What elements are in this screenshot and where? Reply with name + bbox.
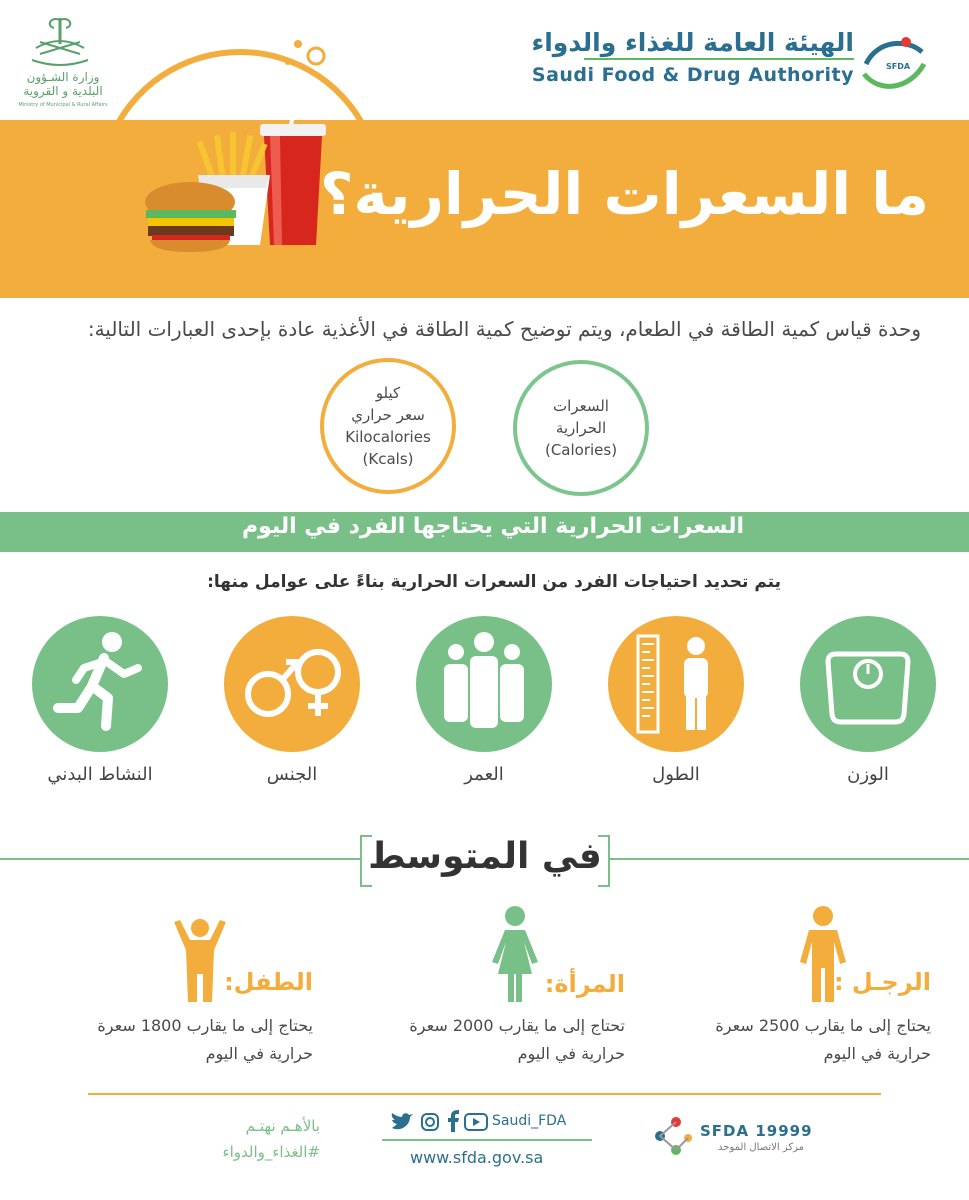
- needs-heading: السعرات الحرارية التي يحتاجها الفرد في اليوم: [241, 514, 744, 539]
- factor-age-label: العمر: [464, 764, 504, 785]
- call-center-logo-icon: [650, 1116, 694, 1160]
- social-handle[interactable]: Saudi_FDA: [492, 1113, 567, 1129]
- footer-hashtag: #الغذاء_والدواء: [222, 1143, 320, 1161]
- factor-gender-label: الجنس: [266, 764, 318, 785]
- website-link[interactable]: www.sfda.gov.sa: [410, 1148, 544, 1167]
- child-text-line2: حرارية في اليوم: [205, 1044, 313, 1063]
- ministry-emblem-icon: [28, 14, 92, 70]
- calories-term-line1: السعرات: [553, 397, 609, 415]
- calories-term-circle: [513, 360, 649, 496]
- footer-social-underline: [382, 1139, 592, 1141]
- factor-gender-circle: [224, 616, 360, 752]
- woman-title: المرأة:: [544, 970, 625, 998]
- sfda-logo-text: SFDA: [886, 62, 911, 71]
- average-title: في المتوسط: [368, 836, 602, 877]
- factor-activity-circle: [32, 616, 168, 752]
- height-icon: [608, 616, 744, 752]
- child-icon: [168, 918, 232, 1002]
- ministry-name-en: Ministry of Municipal & Rural Affairs: [18, 102, 108, 108]
- average-line-left: [0, 858, 360, 860]
- woman-text-line1: تحتاج إلى ما يقارب 2000 سعرة: [409, 1016, 625, 1035]
- kcal-term-circle: [320, 358, 456, 494]
- factor-weight-label: الوزن: [847, 764, 889, 785]
- gender-icon: [224, 616, 360, 752]
- age-group-icon: [416, 616, 552, 752]
- call-center-number: SFDA 19999: [700, 1122, 813, 1140]
- page-title: ما السعرات الحرارية؟: [319, 160, 929, 228]
- running-icon: [32, 616, 168, 752]
- sfda-name-en: Saudi Food & Drug Authority: [531, 64, 854, 86]
- child-title: الطفل:: [224, 968, 313, 996]
- twitter-icon[interactable]: [390, 1112, 414, 1132]
- footer-divider: [88, 1093, 881, 1095]
- call-center-label: مركز الاتصال الموحد: [718, 1142, 804, 1153]
- factor-age-circle: [416, 616, 552, 752]
- sfda-name-ar: الهيئة العامة للغذاء والدواء: [531, 28, 854, 57]
- factor-height-label: الطول: [652, 764, 700, 785]
- sfda-logo-mark: [858, 34, 928, 94]
- kcal-term-line1: كيلو: [375, 384, 401, 402]
- child-text-line1: يحتاج إلى ما يقارب 1800 سعرة: [97, 1016, 313, 1035]
- kcal-term-line3: Kilocalories: [345, 428, 431, 446]
- man-text-line1: يحتاج إلى ما يقارب 2500 سعرة: [715, 1016, 931, 1035]
- calories-term-line2: الحرارية: [555, 419, 607, 437]
- woman-text-line2: حرارية في اليوم: [517, 1044, 625, 1063]
- scale-icon: [800, 616, 936, 752]
- fast-food-illustration: [140, 80, 340, 260]
- kcal-term-line4: (Kcals): [362, 450, 414, 468]
- footer-tagline: بالأهـم نهتـم: [245, 1117, 320, 1135]
- ministry-name-ar: وزارة الشـؤون البلدية و القروية: [23, 70, 103, 98]
- woman-icon: [488, 906, 542, 1002]
- facebook-icon[interactable]: [446, 1110, 460, 1132]
- kcal-term-line2: سعر حراري: [351, 406, 425, 424]
- instagram-icon[interactable]: [420, 1112, 440, 1132]
- man-text-line2: حرارية في اليوم: [823, 1044, 931, 1063]
- average-line-right: [610, 858, 969, 860]
- sfda-divider: [584, 58, 854, 60]
- calories-term-line3: (Calories): [544, 441, 618, 459]
- needs-subheading: يتم تحديد احتياجات الفرد من السعرات الحرارية بناءً على عوامل منها:: [207, 572, 781, 592]
- man-title: الرجـل :: [833, 968, 931, 996]
- factor-activity-label: النشاط البدني: [47, 764, 153, 785]
- youtube-icon[interactable]: [464, 1113, 488, 1131]
- factor-weight-circle: [800, 616, 936, 752]
- intro-text: وحدة قياس كمية الطاقة في الطعام، ويتم توضيح كمية الطاقة في الأغذية عادة بإحدى العبارات التالية:: [87, 317, 921, 341]
- factor-height-circle: [608, 616, 744, 752]
